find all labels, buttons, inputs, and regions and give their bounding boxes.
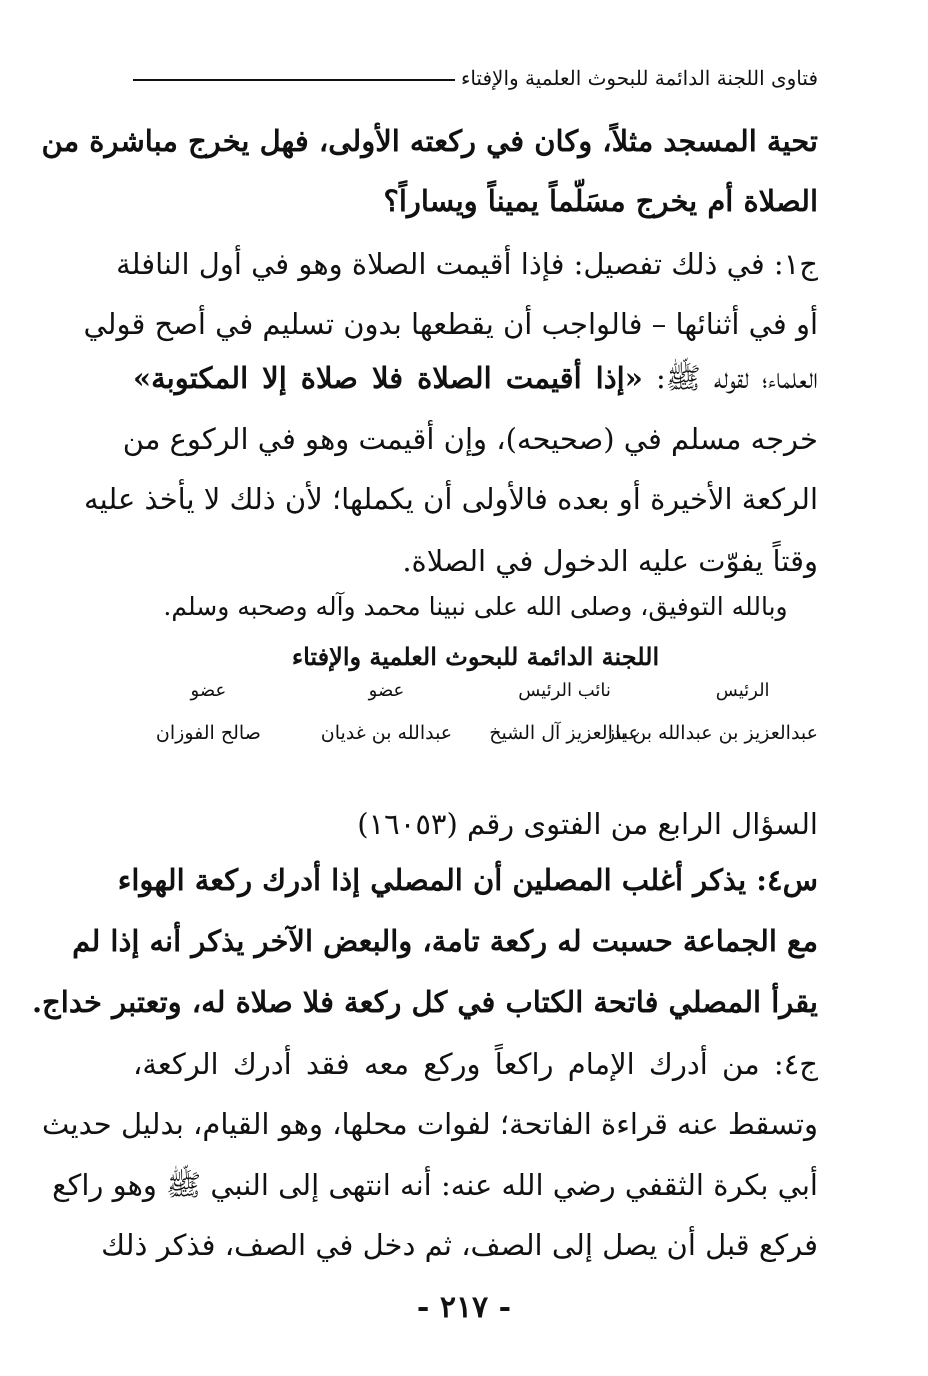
question-3-line-2: الصلاة أم يخرج مسَلّماً يميناً ويساراً؟ <box>383 184 818 218</box>
header-title: فتاوى اللجنة الدائمة للبحوث العلمية والإفتاء <box>460 66 818 90</box>
answer-3-line-5: الركعة الأخيرة أو بعده فالأولى أن يكملها؛ لأن ذلك لا يأخذ عليه <box>84 482 818 516</box>
signatory-role: عضو <box>368 680 405 701</box>
answer-3-line-3 <box>133 347 818 409</box>
committee-title: اللجنة الدائمة للبحوث العلمية والإفتاء <box>291 642 660 671</box>
answer-3-line-1: ج١: في ذلك تفصيل: فإذا أقيمت الصلاة وهو في أول النافلة <box>116 247 818 281</box>
question-4-line-1: س٤: يذكر أغلب المصلين أن المصلي إذا أدرك ركعة الهواء <box>117 863 818 897</box>
page-number: - ٢١٧ - <box>416 1290 512 1325</box>
answer-3-line-4: خرجه مسلم في (صحيحه)، وإن أقيمت وهو في الركوع من <box>122 422 818 456</box>
answer-4-line-2: وتسقط عنه قراءة الفاتحة؛ لفوات محلها، وهو القيام، بدليل حديث <box>42 1107 818 1141</box>
closing-line: وبالله التوفيق، وصلى الله على نبينا محمد وآله وصحبه وسلم. <box>163 592 788 621</box>
answer-4-line-1: ج٤: من أدرك الإمام راكعاً وركع معه فقد أدرك الركعة، <box>133 1047 818 1081</box>
answer-3-line-2: أو في أثنائها – فالواجب أن يقطعها بدون تسليم في أصح قولي <box>83 307 818 341</box>
signatory-name: عبدالعزيز آل الشيخ <box>489 722 640 744</box>
signatory-titles <box>133 680 818 701</box>
signatory-name: عبدالله بن غديان <box>320 722 453 744</box>
signatory-role: عضو <box>190 680 227 701</box>
answer-4-line-3: أبي بكرة الثقفي رضي الله عنه: أنه انتهى إلى النبي ﷺ وهو راكع <box>52 1168 818 1202</box>
signatory-name: صالح الفوزان <box>155 722 261 744</box>
question-3-line-1: تحية المسجد مثلاً، وكان في ركعته الأولى، فهل يخرج مباشرة من <box>41 124 818 158</box>
question-4-line-2: مع الجماعة حسبت له ركعة تامة، والبعض الآخر يذكر أنه إذا لم <box>72 924 818 958</box>
signatory-name: عبدالعزيز بن عبدالله بن باز <box>605 722 818 744</box>
answer-3-line-3-intro: العلماء؛ لقوله ﷺ: <box>642 361 818 395</box>
question-4-line-3: يقرأ المصلي فاتحة الكتاب في كل ركعة فلا صلاة له، وتعتبر خداج. <box>31 985 818 1019</box>
hadith-quote: «إذا أقيمت الصلاة فلا صلاة إلا المكتوبة» <box>133 361 643 395</box>
signatory-role: الرئيس <box>715 680 770 701</box>
signatory-names <box>133 722 818 744</box>
answer-4-line-4: فركع قبل أن يصل إلى الصف، ثم دخل في الصف، فذكر ذلك <box>101 1228 818 1262</box>
section-heading: السؤال الرابع من الفتوى رقم (١٦٠٥٣) <box>357 807 818 841</box>
header-rule <box>133 79 455 81</box>
running-header <box>133 62 818 94</box>
answer-3-line-6: وقتاً يفوّت عليه الدخول في الصلاة. <box>402 544 818 578</box>
signatory-role: نائب الرئيس <box>518 680 611 701</box>
